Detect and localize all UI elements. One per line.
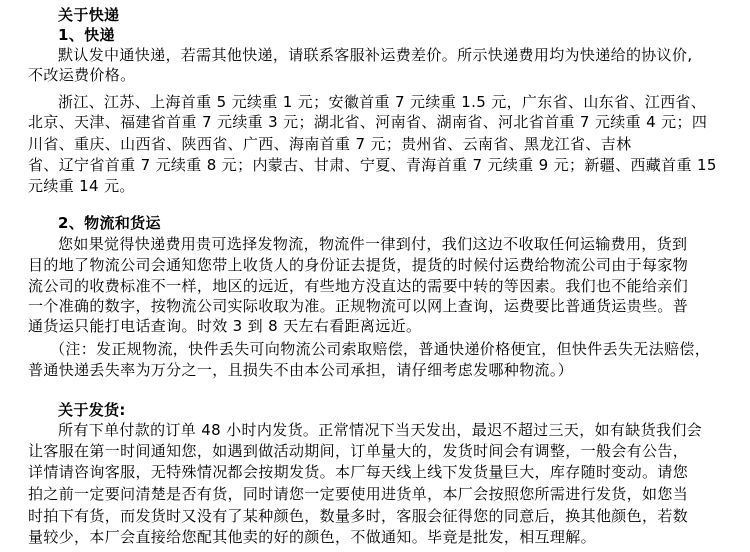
express-rate-line: 元续重 14 元。	[28, 177, 135, 195]
express-subheading: 1、快递	[58, 26, 115, 44]
shipping-line: 让客服在第一时间通知您，如遇到做活动期间，订单量大的，发货时间会有调整，一般会有公告，	[28, 442, 689, 460]
logistics-note-line: （注：发正规物流，快件丢失可向物流公司索取赔偿，普通快递价格便宜，但快件丢失无法赔偿，	[50, 340, 711, 358]
logistics-line: 流公司的收费标准不一样，地区的远近，有些地方没直达的需要中转的等因素。我们也不能给亲们	[28, 277, 689, 295]
logistics-line: 通货运只能打电话查询。时效 3 到 8 天左右看距离远近。	[28, 317, 422, 335]
logistics-line: 一个准确的数字，按物流公司实际收取为准。正规物流可以网上查询，运费要比普通货运贵些。普	[28, 297, 689, 315]
express-line: 默认发中通快递，若需其他快递，请联系客服补运费差价。所示快递费用均为快递给的协议价,	[58, 46, 693, 64]
shipping-line: 详情请咨询客服，无特殊情况都会按期发货。本厂每天线上线下发货量巨大，库存随时变动。请您	[28, 463, 689, 481]
shipping-line: 量较少，本厂会直接给您配其他卖的好的颜色，不做通知。毕竟是批发，相互理解。	[28, 528, 596, 546]
express-rate-line: 浙江、江苏、上海首重 5 元续重 1 元；安徽首重 7 元续重 1.5 元，广东省、山东省、江西省、	[58, 93, 707, 111]
logistics-note-line: 普通快递丢失率为万分之一，且损失不由本公司承担，请仔细考虑发哪种物流。）	[28, 361, 574, 379]
shipping-line: 拍之前一定要问清楚是否有货，同时请您一定要使用进货单，本厂会按照您所需进行发货，如您当	[28, 485, 689, 503]
logistics-heading: 2、物流和货运	[58, 214, 161, 232]
express-rate-line: 北京、天津、福建省首重 7 元续重 3 元；湖北省、河南省、湖南省、河北省首重 7 元续重 4 元；四	[28, 113, 708, 131]
express-rate-line: 省、辽宁省首重 7 元续重 8 元；内蒙古、甘肃、宁夏、青海首重 7 元续重 9 元；新疆、西藏首重 15	[28, 156, 717, 174]
shipping-heading: 关于发货:	[58, 401, 126, 419]
shipping-line: 时拍下有货，而发货时又没有了某种颜色，数量多时，客服会征得您的同意后，换其他颜色，若数	[28, 507, 689, 525]
express-rate-line: 川省、重庆、山西省、陕西省、广西、海南首重 7 元；贵州省、云南省、黑龙江省、吉林	[28, 135, 632, 153]
express-heading: 关于快递	[58, 6, 120, 24]
shipping-line: 所有下单付款的订单 48 小时内发货。正常情况下当天发出，最迟不超过三天，如有缺货我们会	[58, 421, 703, 439]
logistics-line: 目的地了物流公司会通知您带上收货人的身份证去提货，提货的时候付运费给物流公司由于每家物	[28, 256, 689, 274]
express-line: 不改运费价格。	[28, 66, 136, 84]
logistics-line: 您如果觉得快递费用贵可选择发物流，物流件一律到付，我们这边不收取任何运输费用，货到	[58, 235, 688, 253]
